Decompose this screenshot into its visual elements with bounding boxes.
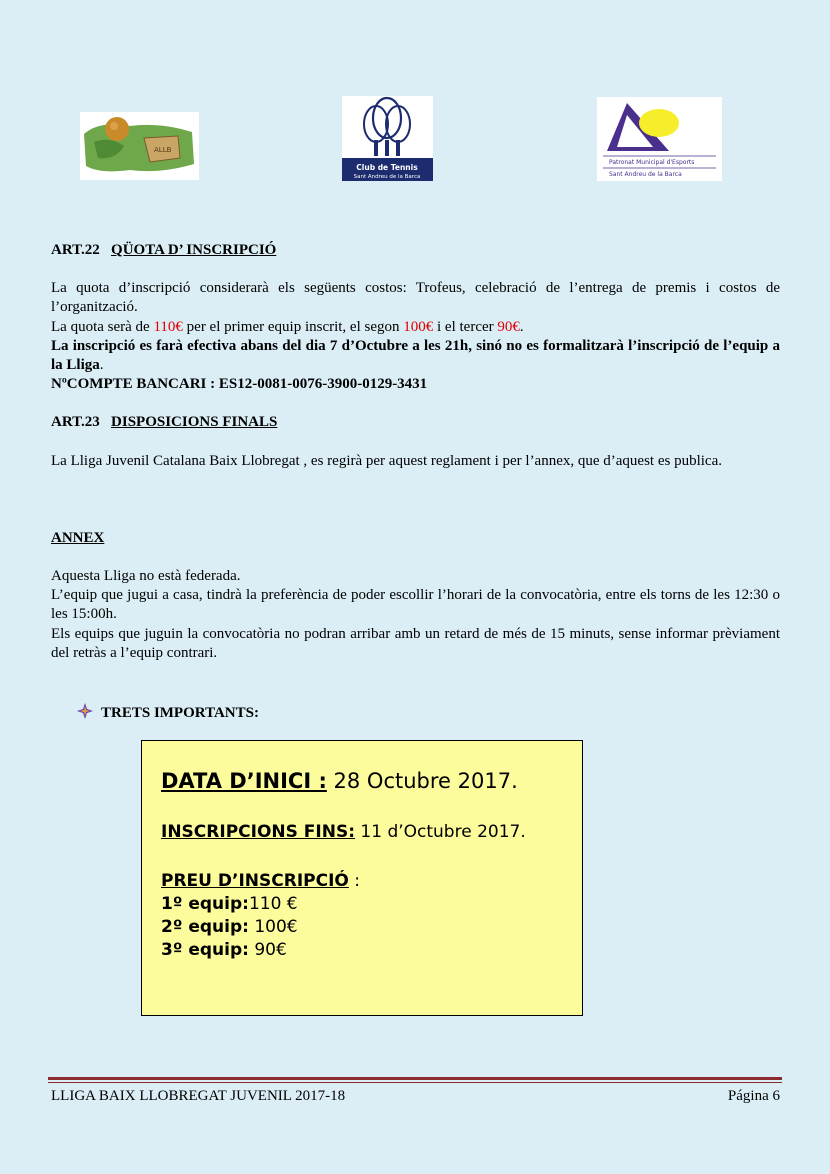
art23-number: ART.23 xyxy=(51,414,100,430)
price-team-2-label: 2º equip: xyxy=(161,917,249,937)
annex-paragraph-3: Els equips que juguin la convocatòria no podran arribar amb un retard de més de 15 minuts, sense informar prèviament del retràs a l’equip contrari. xyxy=(51,626,780,661)
annex-paragraph-1: Aquesta Lliga no està federada. xyxy=(51,568,241,584)
club-logo-line2: Sant Andreu de la Barca xyxy=(353,174,421,180)
price-team-1 xyxy=(161,894,298,914)
allb-logo xyxy=(80,112,199,180)
art22-p2-text-b: per el primer equip inscrit, el segon xyxy=(182,319,404,335)
annex-title: ANNEX xyxy=(51,530,105,546)
price-team-3 xyxy=(161,940,287,960)
art22-paragraph-3 xyxy=(51,337,780,375)
price-first-team: 110€ xyxy=(153,319,183,335)
price-heading-colon: : xyxy=(348,871,360,891)
key-info-box xyxy=(141,740,583,1016)
start-date-value: 28 Octubre 2017. xyxy=(326,769,518,793)
art22-heading xyxy=(51,241,780,260)
art22-paragraph-2 xyxy=(51,318,780,337)
registration-deadline-line xyxy=(161,822,526,842)
price-team-3-label: 3º equip: xyxy=(161,940,249,960)
art22-deadline-text: La inscripció es farà efectiva abans del dia 7 d’Octubre a les 21h, sinó no es formalitzarà l’inscripció de l’equip a la Lliga xyxy=(51,338,780,373)
star-bullet-icon xyxy=(77,703,93,724)
price-team-2 xyxy=(161,917,298,937)
price-heading-label: PREU D’INSCRIPCIÓ xyxy=(161,871,349,891)
price-team-1-value: 110 € xyxy=(248,894,298,914)
art22-p2-text-c: i el tercer xyxy=(433,319,498,335)
art23-title: DISPOSICIONS FINALS xyxy=(111,414,278,430)
club-logo-line1: Club de Tennis xyxy=(356,163,418,172)
price-third-team: 90€ xyxy=(497,319,520,335)
club-tennis-logo xyxy=(342,96,433,181)
annex-paragraph-2: L’equip que jugui a casa, tindrà la preferència de poder escollir l’horari de la convocatòria, entre els torns de les 12:30 o les 15:00h. xyxy=(51,587,780,622)
registration-deadline-value: 11 d’Octubre 2017. xyxy=(355,822,526,842)
price-team-1-label: 1º equip: xyxy=(161,894,249,914)
bank-account: NºCOMPTE BANCARI : ES12-0081-0076-3900-0129-3431 xyxy=(51,376,428,392)
art23-paragraph: La Lliga Juvenil Catalana Baix Llobregat , es regirà per aquest reglament i per l’annex, que d’aquest es publica. xyxy=(51,453,722,469)
price-team-2-value: 100€ xyxy=(248,917,298,937)
patronat-logo-line2: Sant Andreu de la Barca xyxy=(609,171,682,178)
registration-deadline-label: INSCRIPCIONS FINS: xyxy=(161,822,355,842)
start-date-line xyxy=(161,769,518,793)
footer-page-number: Página 6 xyxy=(727,1088,780,1104)
trets-title: TRETS IMPORTANTS: xyxy=(101,705,259,721)
art22-deadline-end: . xyxy=(99,357,104,373)
trets-heading xyxy=(77,703,259,724)
price-heading-line xyxy=(161,871,360,891)
art22-paragraph-1: La quota d’inscripció considerarà els següents costos: Trofeus, celebració de l’entrega de premis i costos de l’organització. xyxy=(51,280,780,315)
art22-p2-text-a: La quota serà de xyxy=(51,319,154,335)
price-team-3-value: 90€ xyxy=(248,940,287,960)
art22-number: ART.22 xyxy=(51,242,100,258)
start-date-label: DATA D’INICI : xyxy=(161,769,327,793)
art22-p2-text-d: . xyxy=(519,319,524,335)
price-second-team: 100€ xyxy=(403,319,434,335)
footer-divider-thick xyxy=(48,1077,782,1080)
art23-heading xyxy=(51,413,780,432)
footer-divider-thin xyxy=(48,1082,782,1083)
art22-title: QÜOTA D’ INSCRIPCIÓ xyxy=(111,242,277,258)
footer-league-name: LLIGA BAIX LLOBREGAT JUVENIL 2017-18 xyxy=(51,1088,346,1104)
patronat-logo-line1: Patronat Municipal d'Esports xyxy=(609,159,695,166)
allb-logo-text: ALLB xyxy=(154,146,172,154)
patronat-logo xyxy=(597,97,722,181)
